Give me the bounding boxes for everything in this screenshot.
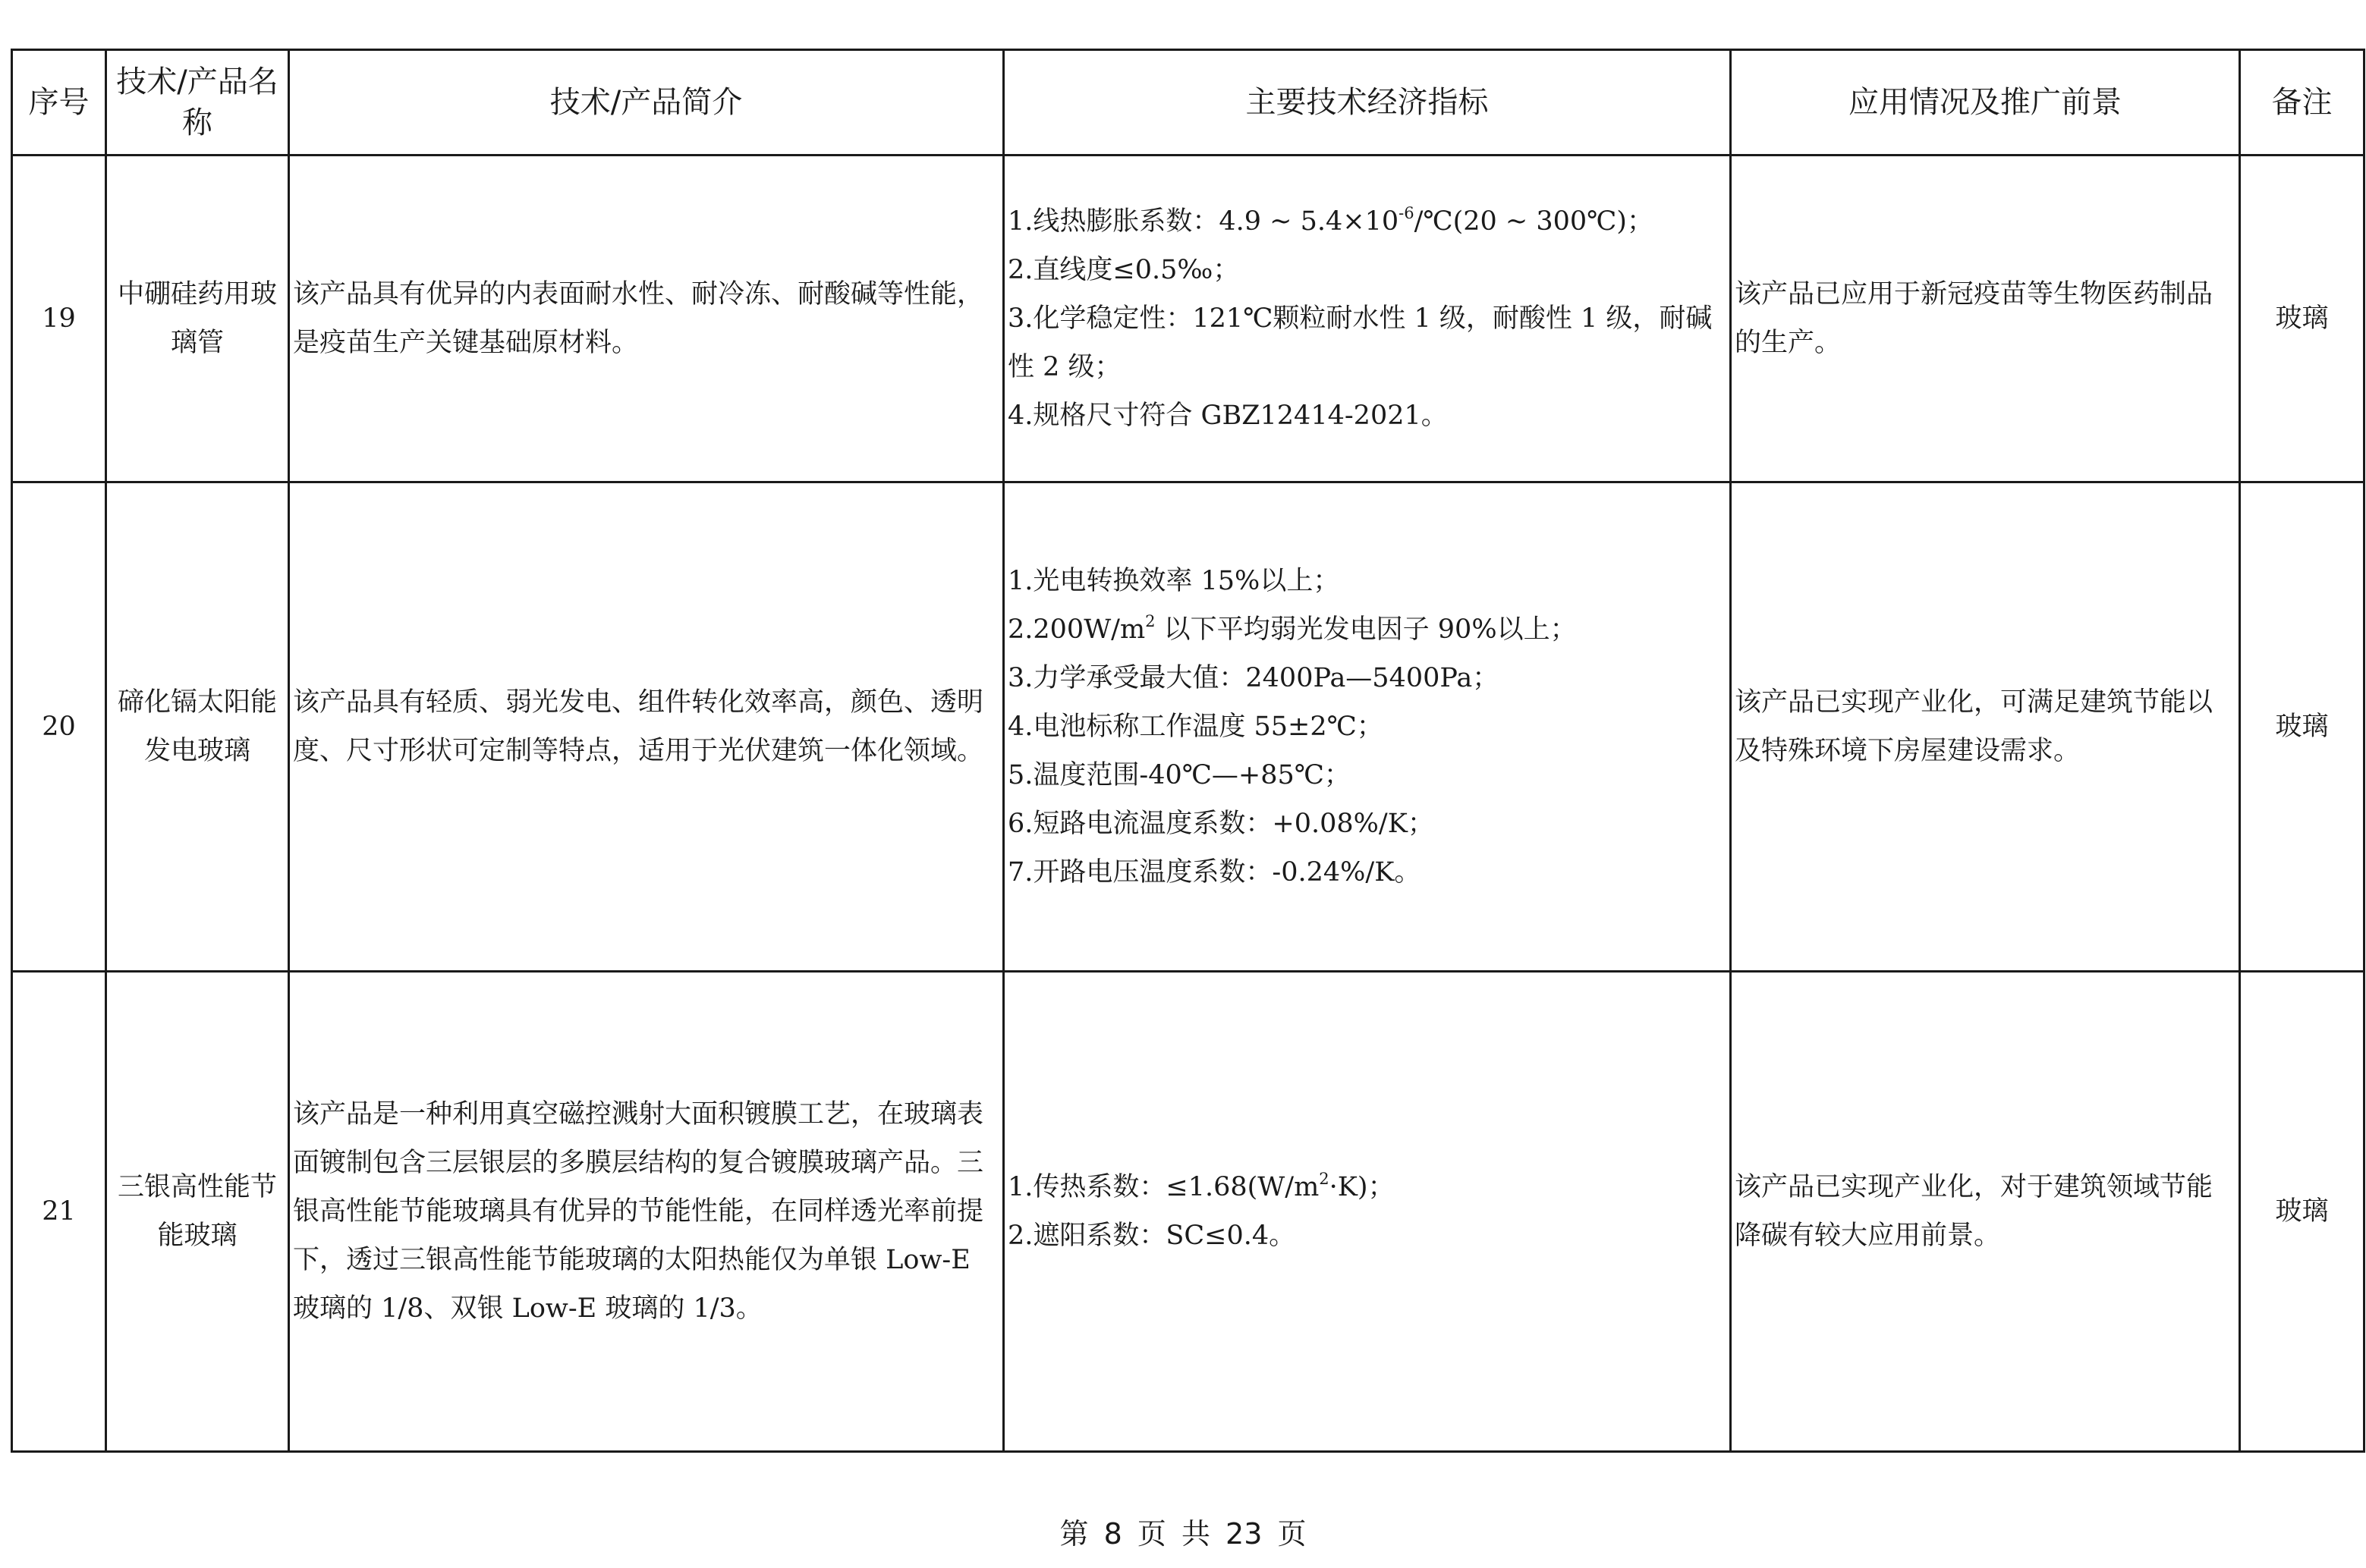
- header-key-indicators: 主要技术经济指标: [1004, 50, 1731, 156]
- row-key-indicators: [1004, 972, 1731, 1452]
- indicator-line: 4.电池标称工作温度 55±2℃；: [1008, 712, 1383, 742]
- row-key-indicators: [1004, 156, 1731, 482]
- row-remarks: 玻璃: [2240, 972, 2364, 1452]
- indicator-line: 6.短路电流温度系数：+0.08%/K；: [1008, 809, 1434, 839]
- indicator-line: 3.化学稳定性：121℃颗粒耐水性 1 级，耐酸性 1 级，耐碱性 2 级；: [1008, 303, 1713, 382]
- table-row: [12, 156, 2364, 482]
- row-product-intro: 该产品具有轻质、弱光发电、组件转化效率高，颜色、透明度、尺寸形状可定制等特点，适用于光伏建筑一体化领域。: [289, 482, 1004, 972]
- indicator-line: 4.规格尺寸符合 GBZ12414-2021。: [1008, 401, 1448, 431]
- row-remarks: 玻璃: [2240, 482, 2364, 972]
- product-table: [11, 49, 2365, 1453]
- indicator-line: 7.开路电压温度系数：-0.24%/K。: [1008, 857, 1421, 888]
- header-product-name: 技术/产品名称: [106, 50, 289, 156]
- row-product-name: 中硼硅药用玻璃管: [106, 156, 289, 482]
- row-product-name: 碲化镉太阳能发电玻璃: [106, 482, 289, 972]
- row-application-prospects: 该产品已实现产业化，可满足建筑节能以及特殊环境下房屋建设需求。: [1731, 482, 2240, 972]
- total-page-count: 23: [1225, 1517, 1263, 1551]
- row-serial-number: 19: [12, 156, 106, 482]
- indicator-line: 5.温度范围-40℃—+85℃；: [1008, 760, 1351, 790]
- page-number-middle: 页 共: [1137, 1517, 1210, 1551]
- indicator-line: $2.200W/m^2$ 以下平均弱光发电因子 90%以上；: [1008, 612, 1577, 645]
- indicator-line: 1.线热膨胀系数：4.9 ~ $5.4\times 10^{-6}/℃(20$ ~ 300℃)；: [1008, 204, 1653, 237]
- row-remarks: 玻璃: [2240, 156, 2364, 482]
- current-page-number: 8: [1103, 1517, 1122, 1551]
- header-application-prospects: 应用情况及推广前景: [1731, 50, 2240, 156]
- row-product-intro: 该产品具有优异的内表面耐水性、耐冷冻、耐酸碱等性能，是疫苗生产关键基础原材料。: [289, 156, 1004, 482]
- table-row: [12, 972, 2364, 1452]
- indicator-line: 1.传热系数：$\le 1.68(W/m^2\cdot K)$；: [1008, 1170, 1395, 1202]
- row-application-prospects: 该产品已实现产业化，对于建筑领域节能降碳有较大应用前景。: [1731, 972, 2240, 1452]
- row-key-indicators: [1004, 482, 1731, 972]
- row-application-prospects: 该产品已应用于新冠疫苗等生物医药制品的生产。: [1731, 156, 2240, 482]
- indicator-line: 2.遮阳系数：SC≤0.4。: [1008, 1221, 1296, 1251]
- page-number-prefix: 第: [1059, 1517, 1089, 1551]
- header-remarks: 备注: [2240, 50, 2364, 156]
- header-product-intro: 技术/产品简介: [289, 50, 1004, 156]
- table-row: [12, 482, 2364, 972]
- indicator-line: 1.光电转换效率 15%以上；: [1008, 566, 1340, 596]
- row-product-name: 三银高性能节能玻璃: [106, 972, 289, 1452]
- row-serial-number: 21: [12, 972, 106, 1452]
- row-serial-number: 20: [12, 482, 106, 972]
- page-number-suffix: 页: [1277, 1517, 1307, 1551]
- header-serial-number: 序号: [12, 50, 106, 156]
- row-product-intro: 该产品是一种利用真空磁控溅射大面积镀膜工艺，在玻璃表面镀制包含三层银层的多膜层结构的复合镀膜玻璃产品。三银高性能节能玻璃具有优异的节能性能，在同样透光率前提下，透过三银高性能节能玻璃的太阳热能仅为单银 Low-E 玻璃的 1/8、双银 Low-E 玻璃的 1/3。: [289, 972, 1004, 1452]
- indicator-line: 2.直线度≤0.5‰；: [1008, 255, 1240, 285]
- table-header-row: [12, 50, 2364, 156]
- page-number-footer: [0, 1516, 2366, 1552]
- indicator-line: 3.力学承受最大值：2400Pa—5400Pa；: [1008, 663, 1499, 693]
